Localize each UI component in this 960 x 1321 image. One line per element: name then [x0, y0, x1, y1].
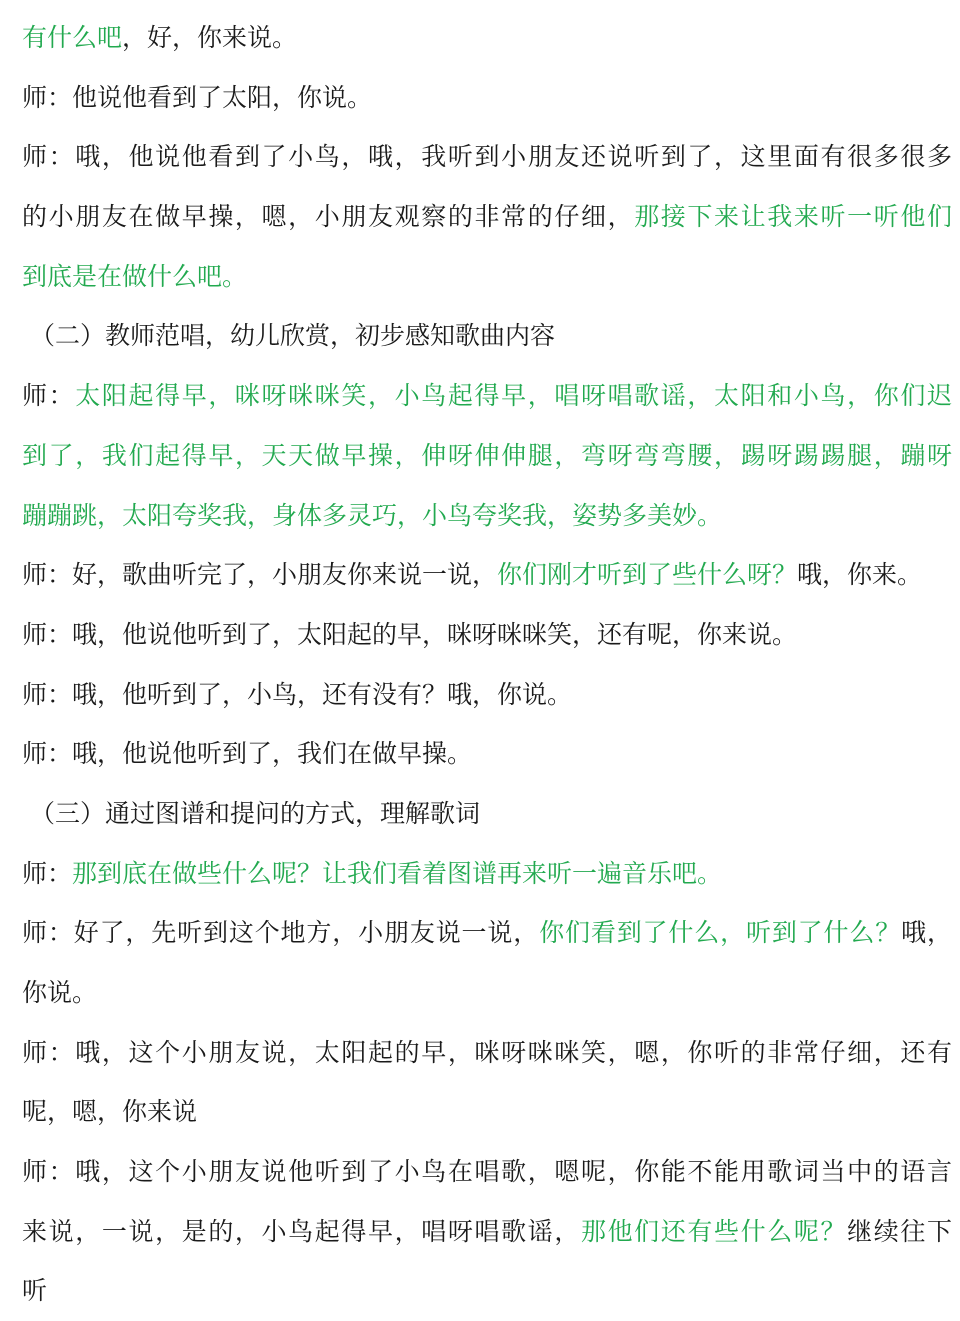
text-line — [22, 426, 952, 486]
text-segment: 师：哦，他说他看到了小鸟，哦，我听到小朋友还说听到了，这里面有很多很多 — [22, 142, 952, 172]
text-line — [22, 844, 952, 904]
document-body — [22, 8, 952, 1321]
text-segment: 的小朋友在做早操，嗯，小朋友观察的非常的仔细， — [22, 202, 635, 232]
text-line — [22, 187, 952, 247]
highlighted-text: 那到底在做些什么呢？让我们看着图谱再来听一遍音乐吧。 — [72, 858, 723, 888]
highlighted-text: 你们刚才听到了些什么呀？ — [497, 560, 798, 590]
text-line — [22, 68, 952, 128]
text-segment: 师：哦，他说他听到了，我们在做早操。 — [22, 739, 473, 769]
text-segment: ，好，你来说。 — [122, 23, 298, 52]
text-line — [22, 1082, 952, 1142]
text-segment: （二）教师范唱，幼儿欣赏，初步感知歌曲内容 — [30, 321, 556, 351]
text-segment: 师：好了，先听到这个地方，小朋友说一说， — [22, 918, 540, 948]
text-segment: 师：哦，这个小朋友说，太阳起的早，咪呀咪咪笑，嗯，你听的非常仔细，还有 — [22, 1037, 952, 1067]
highlighted-text: 到了，我们起得早，天天做早操，伸呀伸伸腿，弯呀弯弯腰，踢呀踢踢腿，蹦呀 — [22, 440, 952, 470]
text-line — [22, 665, 952, 725]
section-heading — [22, 784, 952, 844]
highlighted-text: 到底是在做什么吧。 — [22, 261, 248, 291]
highlighted-text: 太阳起得早，咪呀咪咪笑，小鸟起得早，唱呀唱歌谣，太阳和小鸟，你们迟 — [75, 381, 952, 411]
text-line — [22, 1261, 952, 1321]
highlighted-text: 蹦蹦跳，太阳夸奖我，身体多灵巧，小鸟夸奖我，姿势多美妙。 — [22, 500, 723, 530]
text-line — [22, 127, 952, 187]
text-segment: 呢，嗯，你来说 — [22, 1097, 198, 1127]
text-line — [22, 1142, 952, 1202]
section-heading — [22, 306, 952, 366]
text-line — [22, 1202, 952, 1262]
text-segment: 继续往下 — [847, 1216, 952, 1246]
text-line — [22, 903, 952, 963]
text-line — [22, 1023, 952, 1083]
text-segment: 听 — [22, 1276, 48, 1306]
text-segment: 来说，一说，是的，小鸟起得早，唱呀唱歌谣， — [22, 1216, 581, 1246]
text-segment: 哦，你来。 — [797, 560, 923, 590]
highlighted-text: 那接下来让我来听一听他们 — [634, 202, 952, 232]
text-line — [22, 963, 952, 1023]
text-segment: 师：他说他看到了太阳，你说。 — [22, 82, 373, 112]
text-line — [22, 545, 952, 605]
text-segment: 师：哦，他听到了，小鸟，还有没有？哦，你说。 — [22, 679, 573, 709]
text-line — [22, 366, 952, 426]
text-segment: 你说。 — [22, 978, 98, 1007]
text-segment: 师：哦，这个小朋友说他听到了小鸟在唱歌，嗯呢，你能不能用歌词当中的语言 — [22, 1157, 952, 1187]
text-segment: 师： — [22, 381, 76, 411]
text-line — [22, 8, 952, 68]
text-line — [22, 724, 952, 784]
highlighted-text: 有什么吧 — [22, 23, 123, 52]
text-segment: 师：哦，他说他听到了，太阳起的早，咪呀咪咪笑，还有呢，你来说。 — [22, 619, 798, 649]
text-segment: 哦， — [901, 918, 952, 948]
text-line — [22, 486, 952, 546]
text-segment: 师：好，歌曲听完了，小朋友你来说一说， — [22, 560, 498, 590]
highlighted-text: 你们看到了什么，听到了什么？ — [539, 918, 902, 948]
highlighted-text: 那他们还有些什么呢？ — [580, 1216, 848, 1246]
text-segment: （三）通过图谱和提问的方式，理解歌词 — [30, 798, 481, 828]
text-line — [22, 247, 952, 307]
text-line — [22, 605, 952, 665]
text-segment: 师： — [22, 858, 73, 888]
